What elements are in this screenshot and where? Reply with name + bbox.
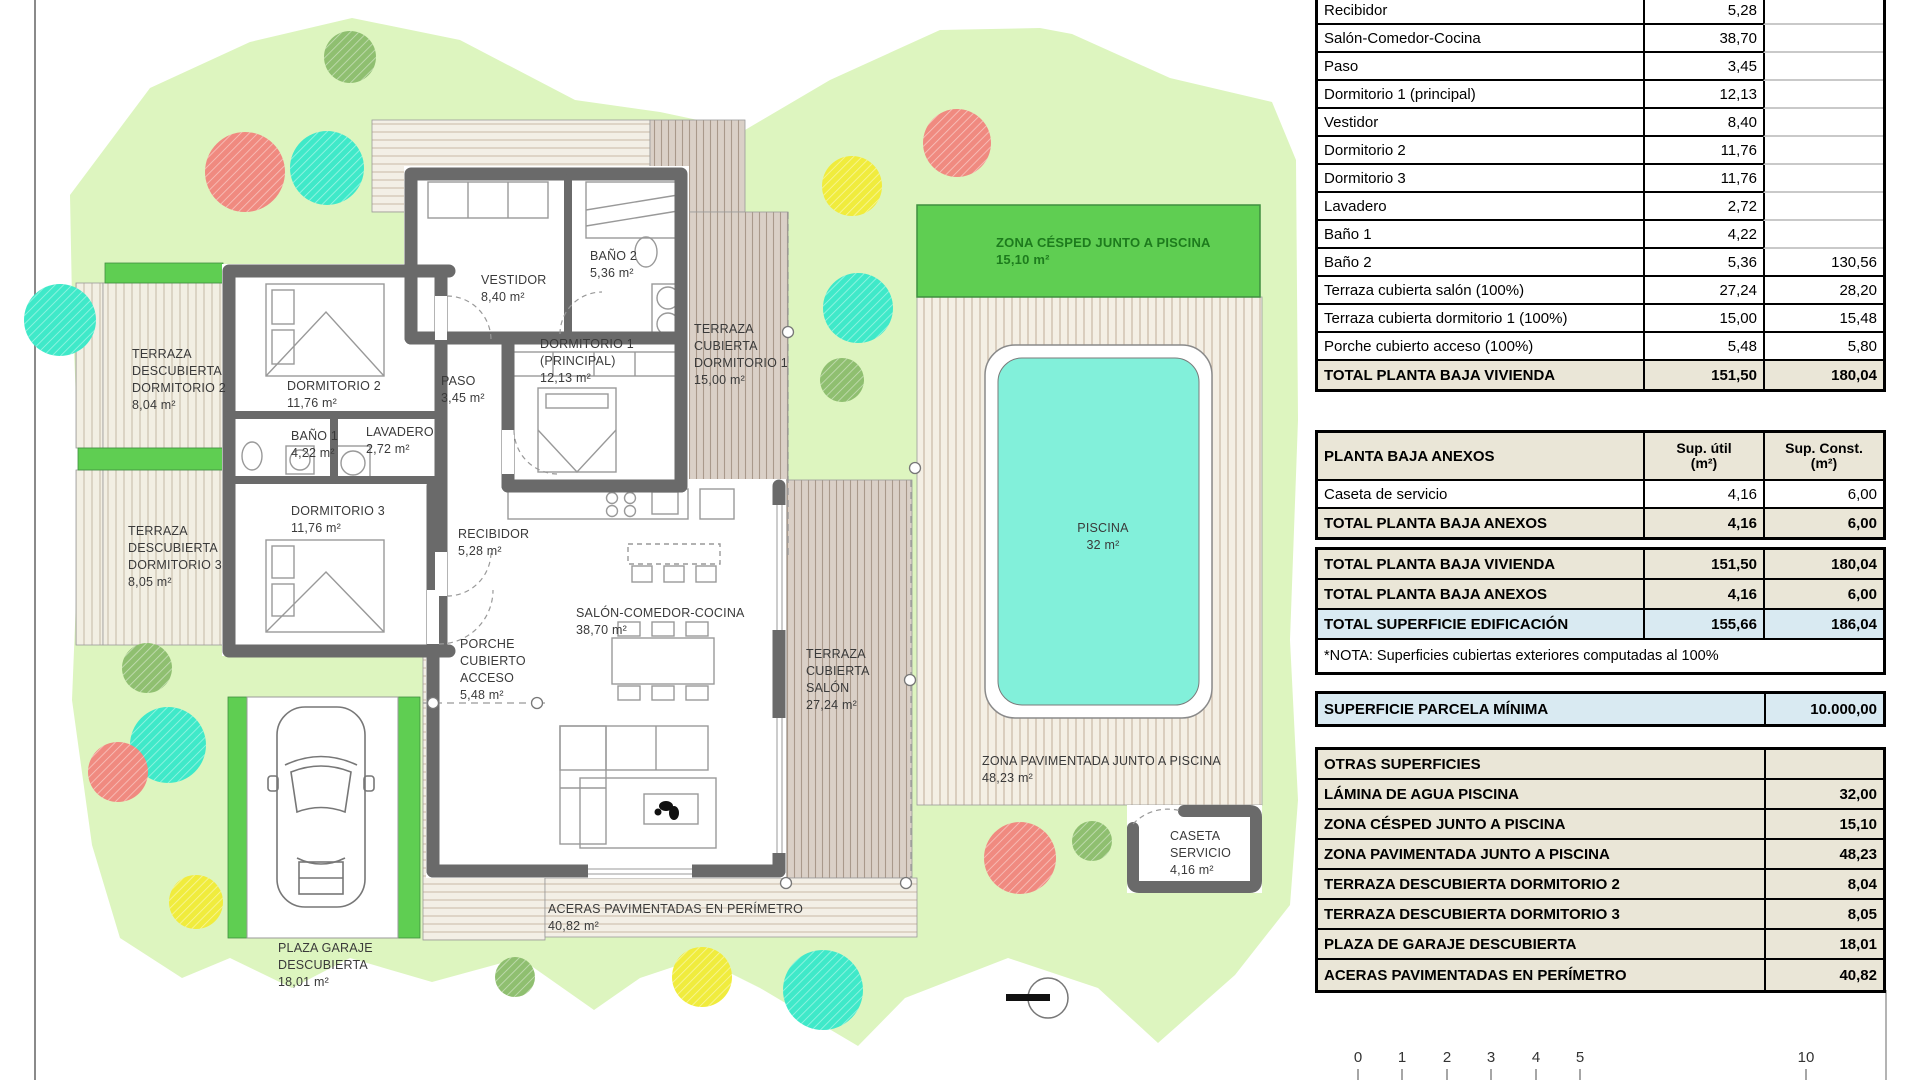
parcela-label-cell: SUPERFICIE PARCELA MÍNIMA <box>1324 700 1549 718</box>
room-name-cell: Salón-Comedor-Cocina <box>1318 25 1643 53</box>
garage-plaza <box>247 697 398 938</box>
plan-label: PORCHE CUBIERTO ACCESO 5,48 m² <box>460 637 526 702</box>
garage-green-strip-left <box>228 697 247 938</box>
table-row <box>1318 481 1883 509</box>
table-row <box>1318 137 1883 165</box>
surface-table-vivienda <box>1315 0 1886 392</box>
tree-texture <box>122 643 172 693</box>
room-name-cell: Dormitorio 2 <box>1318 137 1643 165</box>
green-bar-terrace2 <box>105 263 223 283</box>
surface-value-cell: 32,00 <box>1764 780 1883 810</box>
room-name-cell: Terraza cubierta salón (100%) <box>1318 277 1643 305</box>
surface-value-cell: 48,23 <box>1764 840 1883 870</box>
room-name-cell: Dormitorio 1 (principal) <box>1318 81 1643 109</box>
l2: (m²) <box>1690 455 1718 471</box>
sup-util-cell: 2,72 <box>1643 193 1763 221</box>
plan-label: SALÓN-COMEDOR-COCINA 38,70 m² <box>576 606 745 637</box>
zona-cesped-piscina <box>917 205 1260 297</box>
sup-const-cell <box>1763 193 1883 221</box>
surface-value-cell: 18,01 <box>1764 930 1883 960</box>
surface-table-parcela <box>1315 691 1886 727</box>
table-row <box>1318 780 1883 810</box>
table-row <box>1318 580 1883 610</box>
tree-texture <box>169 875 223 929</box>
tree-texture <box>672 947 732 1007</box>
plan-label: PLAZA GARAJE DESCUBIERTA 18,01 m² <box>278 941 373 989</box>
scale-tick-label: 4 <box>1531 1049 1541 1066</box>
room-name-cell: Baño 2 <box>1318 249 1643 277</box>
surface-value-cell: 15,10 <box>1764 810 1883 840</box>
table-row <box>1318 53 1883 81</box>
plan-label: PISCINA 32 m² <box>1077 521 1129 552</box>
table-row <box>1318 361 1883 389</box>
plan-label: VESTIDOR 8,40 m² <box>481 273 547 304</box>
plan-label: TERRAZA DESCUBIERTA DORMITORIO 3 8,05 m² <box>128 524 222 589</box>
sup-const-cell: 15,48 <box>1763 305 1883 333</box>
anexos-title-cell: PLANTA BAJA ANEXOS <box>1318 433 1643 481</box>
room-name-cell: Terraza cubierta dormitorio 1 (100%) <box>1318 305 1643 333</box>
sup-const-cell <box>1763 109 1883 137</box>
surface-table-otras <box>1315 747 1886 993</box>
table-row <box>1318 249 1883 277</box>
tree-texture <box>822 156 882 216</box>
room-name-cell: Caseta de servicio <box>1318 481 1643 509</box>
tree-texture <box>823 273 893 343</box>
sup-const-cell: 28,20 <box>1763 277 1883 305</box>
surface-table-anexos <box>1315 430 1886 540</box>
table-row <box>1318 840 1883 870</box>
plan-label: CASETA SERVICIO 4,16 m² <box>1170 829 1232 877</box>
table-row <box>1318 109 1883 137</box>
left-edge-strip-2 <box>76 470 103 645</box>
sup-util-cell: 38,70 <box>1643 25 1763 53</box>
l2: (m²) <box>1810 455 1838 471</box>
table-row <box>1318 25 1883 53</box>
plan-label: TERRAZA DESCUBIERTA DORMITORIO 2 8,04 m² <box>132 347 226 412</box>
sup-const-cell <box>1763 81 1883 109</box>
room-name-cell: Lavadero <box>1318 193 1643 221</box>
table-row <box>1318 81 1883 109</box>
plan-label: LAVADERO 2,72 m² <box>366 425 434 456</box>
table-row <box>1318 750 1883 780</box>
sup-util-cell: 15,00 <box>1643 305 1763 333</box>
sup-util-cell: 12,13 <box>1643 81 1763 109</box>
terrace-covered-salon <box>786 480 912 878</box>
sup-const-cell: 5,80 <box>1763 333 1883 361</box>
sup-const-cell: 6,00 <box>1763 509 1883 537</box>
tree-texture <box>24 284 96 356</box>
sup-util-cell: 4,16 <box>1643 580 1763 610</box>
scale-tick-label: 0 <box>1353 1049 1363 1066</box>
sup-util-cell: 5,36 <box>1643 249 1763 277</box>
table-row <box>1318 333 1883 361</box>
surface-name-cell: ZONA PAVIMENTADA JUNTO A PISCINA <box>1318 840 1764 870</box>
sup-const-cell: 186,04 <box>1763 610 1883 640</box>
l1: Sup. Const. <box>1785 440 1863 456</box>
table-row <box>1318 509 1883 537</box>
plan-label: TERRAZA CUBIERTA SALÓN 27,24 m² <box>806 647 870 712</box>
plan-label: PASO 3,45 m² <box>441 374 485 405</box>
table-row <box>1318 900 1883 930</box>
total-label-cell: TOTAL SUPERFICIE EDIFICACIÓN <box>1318 610 1643 640</box>
tree-texture <box>290 131 364 205</box>
sup-util-cell: 4,16 <box>1643 509 1763 537</box>
sup-const-cell <box>1763 53 1883 81</box>
room-name-cell: Baño 1 <box>1318 221 1643 249</box>
sup-util-cell: 11,76 <box>1643 165 1763 193</box>
table-row <box>1318 221 1883 249</box>
surface-name-cell: LÁMINA DE AGUA PISCINA <box>1318 780 1764 810</box>
plan-label: DORMITORIO 3 11,76 m² <box>291 504 385 535</box>
sup-util-header <box>1643 433 1763 481</box>
compass-icon <box>1006 978 1068 1018</box>
green-bar-terrace3 <box>78 448 223 470</box>
surface-name-cell: PLAZA DE GARAJE DESCUBIERTA <box>1318 930 1764 960</box>
total-label-cell: TOTAL PLANTA BAJA ANEXOS <box>1318 580 1643 610</box>
sup-util-cell: 5,28 <box>1643 0 1763 25</box>
l1: Sup. útil <box>1676 440 1732 456</box>
sup-util-cell: 3,45 <box>1643 53 1763 81</box>
room-name-cell: Porche cubierto acceso (100%) <box>1318 333 1643 361</box>
room-name-cell: Recibidor <box>1318 0 1643 25</box>
table-row <box>1318 193 1883 221</box>
table-row <box>1318 277 1883 305</box>
nota-cell: *NOTA: Superficies cubiertas exteriores computadas al 100% <box>1324 648 1719 664</box>
empty-cell <box>1764 750 1883 780</box>
table-row <box>1318 433 1883 481</box>
plan-label: DORMITORIO 2 11,76 m² <box>287 379 381 410</box>
sup-const-cell: 180,04 <box>1763 361 1883 389</box>
room-name-cell: Dormitorio 3 <box>1318 165 1643 193</box>
table-row <box>1318 694 1883 724</box>
sup-const-cell: 130,56 <box>1763 249 1883 277</box>
surface-value-cell: 40,82 <box>1764 960 1883 990</box>
tree-texture <box>205 132 285 212</box>
sup-const-cell <box>1763 0 1883 25</box>
plan-label: DORMITORIO 1 (PRINCIPAL) 12,13 m² <box>540 337 634 385</box>
sup-util-cell: 27,24 <box>1643 277 1763 305</box>
room-name-cell: Vestidor <box>1318 109 1643 137</box>
sup-util-cell: 11,76 <box>1643 137 1763 165</box>
sup-const-cell <box>1763 137 1883 165</box>
tree-texture <box>88 742 148 802</box>
surface-name-cell: ZONA CÉSPED JUNTO A PISCINA <box>1318 810 1764 840</box>
total-label-cell: TOTAL PLANTA BAJA ANEXOS <box>1324 514 1548 532</box>
plan-label: ZONA PAVIMENTADA JUNTO A PISCINA 48,23 m² <box>982 754 1221 785</box>
table-row <box>1318 305 1883 333</box>
scale-bar <box>1354 1049 1815 1080</box>
scale-tick-label: 10 <box>1797 1049 1815 1066</box>
surface-value-cell: 8,05 <box>1764 900 1883 930</box>
table-row <box>1318 810 1883 840</box>
plan-label: TERRAZA CUBIERTA DORMITORIO 1 15,00 m² <box>694 322 788 387</box>
parcela-value-cell: 10.000,00 <box>1764 694 1883 724</box>
sup-util-cell: 8,40 <box>1643 109 1763 137</box>
tree-texture <box>324 31 376 83</box>
table-row <box>1318 165 1883 193</box>
table-row <box>1318 640 1883 672</box>
scale-tick-label: 1 <box>1397 1049 1407 1066</box>
sup-const-cell: 6,00 <box>1763 481 1883 509</box>
sup-util-cell: 155,66 <box>1643 610 1763 640</box>
surface-name-cell: TERRAZA DESCUBIERTA DORMITORIO 3 <box>1318 900 1764 930</box>
sup-const-header <box>1763 433 1883 481</box>
scale-tick-label: 3 <box>1486 1049 1496 1066</box>
room-name-cell: Paso <box>1318 53 1643 81</box>
otras-title-cell: OTRAS SUPERFICIES <box>1318 750 1764 780</box>
plan-label: ACERAS PAVIMENTADAS EN PERÍMETRO 40,82 m² <box>548 902 804 933</box>
tree-texture <box>820 358 864 402</box>
table-row <box>1318 550 1883 580</box>
tree-texture <box>783 950 863 1030</box>
tree-texture <box>1072 821 1112 861</box>
total-label-cell: TOTAL PLANTA BAJA VIVIENDA <box>1318 550 1643 580</box>
surface-value-cell: 8,04 <box>1764 870 1883 900</box>
tree-texture <box>984 822 1056 894</box>
sup-const-cell <box>1763 165 1883 193</box>
table-row <box>1318 930 1883 960</box>
table-row <box>1318 0 1883 25</box>
scale-tick-label: 5 <box>1575 1049 1585 1066</box>
room-name-cell: TOTAL PLANTA BAJA VIVIENDA <box>1324 366 1556 384</box>
garage-green-strip-right <box>398 697 420 938</box>
plan-label: ZONA CÉSPED JUNTO A PISCINA 15,10 m² <box>996 235 1211 267</box>
scale-tick-label: 2 <box>1442 1049 1452 1066</box>
table-row <box>1318 610 1883 640</box>
plan-label: RECIBIDOR 5,28 m² <box>458 527 530 558</box>
sup-util-cell: 151,50 <box>1643 550 1763 580</box>
sup-const-cell <box>1763 221 1883 249</box>
sup-const-cell: 180,04 <box>1763 550 1883 580</box>
table-row <box>1318 960 1883 990</box>
sup-const-cell <box>1763 25 1883 53</box>
tree-texture <box>495 957 535 997</box>
plan-label: BAÑO 1 4,22 m² <box>291 429 339 460</box>
surface-table-totals <box>1315 547 1886 675</box>
plan-label: BAÑO 2 5,36 m² <box>590 249 638 280</box>
sup-const-cell: 6,00 <box>1763 580 1883 610</box>
surface-name-cell: ACERAS PAVIMENTADAS EN PERÍMETRO <box>1324 966 1627 984</box>
table-row <box>1318 870 1883 900</box>
tree-texture <box>923 109 991 177</box>
sup-util-cell: 4,22 <box>1643 221 1763 249</box>
sup-util-cell: 151,50 <box>1643 361 1763 389</box>
sup-util-cell: 5,48 <box>1643 333 1763 361</box>
sup-util-cell: 4,16 <box>1643 481 1763 509</box>
surface-name-cell: TERRAZA DESCUBIERTA DORMITORIO 2 <box>1318 870 1764 900</box>
